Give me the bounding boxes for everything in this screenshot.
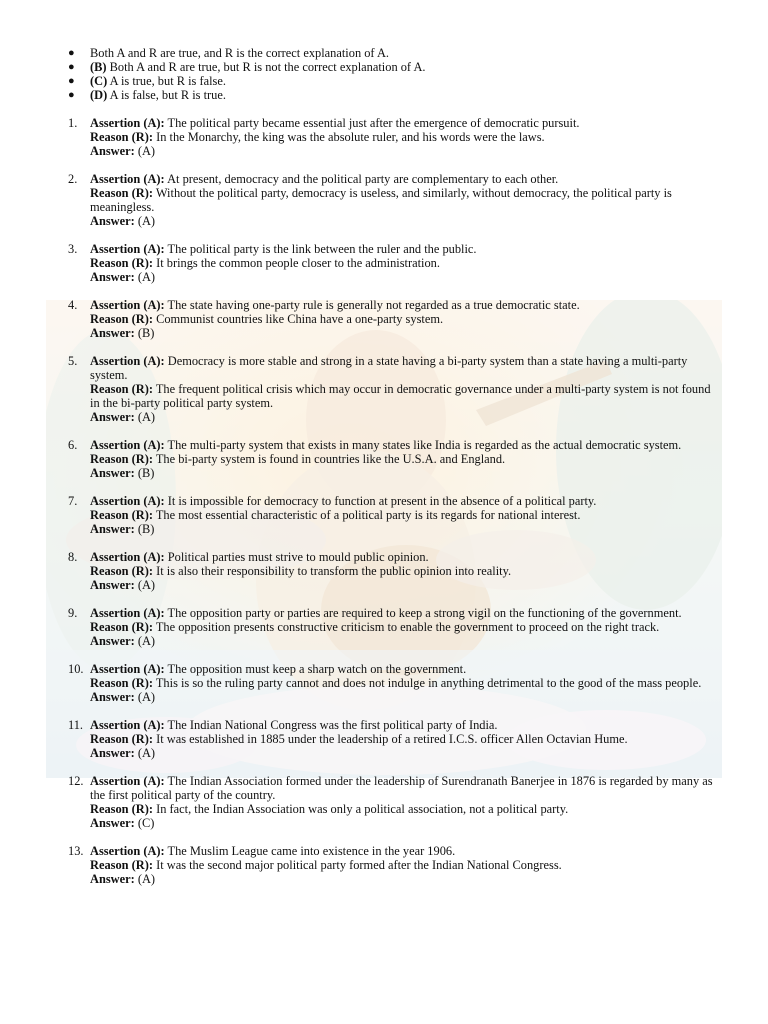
reason-text: The most essential characteristic of a political party is its regards for national interest.	[152, 508, 581, 522]
reason-text: The opposition presents constructive criticism to enable the government to proceed on the right track.	[152, 620, 660, 634]
reason-label: Reason (R):	[90, 452, 153, 466]
answer-line	[90, 144, 720, 158]
answer-text: (A)	[134, 872, 156, 886]
assertion-label: Assertion (A):	[90, 494, 165, 508]
reason-label: Reason (R):	[90, 130, 153, 144]
reason-line	[90, 620, 720, 634]
question-number: 9.	[68, 606, 78, 620]
reason-label: Reason (R):	[90, 676, 153, 690]
reason-line	[90, 452, 720, 466]
reason-label: Reason (R):	[90, 382, 153, 396]
reason-text: Communist countries like China have a one-party system.	[152, 312, 444, 326]
question-number: 10.	[68, 662, 84, 676]
reason-text: It was the second major political party formed after the Indian National Congress.	[152, 858, 562, 872]
question-item	[0, 774, 768, 830]
question-item	[0, 494, 768, 536]
answer-label: Answer:	[90, 466, 135, 480]
assertion-label: Assertion (A):	[90, 718, 165, 732]
reason-text: It was established in 1885 under the leadership of a retired I.C.S. officer Allen Octavian Hume.	[152, 732, 628, 746]
reason-line	[90, 508, 720, 522]
assertion-line	[90, 844, 720, 858]
reason-label: Reason (R):	[90, 564, 153, 578]
option-letter: (D)	[90, 88, 108, 102]
option-item	[0, 60, 768, 74]
reason-line	[90, 858, 720, 872]
answer-text: (A)	[134, 578, 156, 592]
answer-line	[90, 872, 720, 886]
assertion-text: The political party is the link between the ruler and the public.	[164, 242, 477, 256]
assertion-text: The opposition must keep a sharp watch on the government.	[164, 662, 467, 676]
assertion-line	[90, 774, 720, 802]
reason-label: Reason (R):	[90, 312, 153, 326]
reason-line	[90, 130, 720, 144]
answer-line	[90, 522, 720, 536]
assertion-line	[90, 116, 720, 130]
question-number: 11.	[68, 718, 84, 732]
question-item	[0, 844, 768, 886]
reason-text: The frequent political crisis which may occur in democratic governance under a multi-party system is not found in the bi-party political party system.	[90, 382, 711, 410]
assertion-line	[90, 550, 720, 564]
assertion-label: Assertion (A):	[90, 606, 165, 620]
question-item	[0, 438, 768, 480]
assertion-label: Assertion (A):	[90, 116, 165, 130]
question-item	[0, 718, 768, 760]
answer-label: Answer:	[90, 144, 135, 158]
answer-label: Answer:	[90, 746, 135, 760]
answer-label: Answer:	[90, 872, 135, 886]
answer-label: Answer:	[90, 690, 135, 704]
option-text: A is true, but R is false.	[107, 74, 226, 88]
document-page	[0, 46, 768, 886]
assertion-text: The state having one-party rule is generally not regarded as a true democratic state.	[164, 298, 580, 312]
answer-label: Answer:	[90, 326, 135, 340]
question-number: 6.	[68, 438, 78, 452]
answer-line	[90, 816, 720, 830]
reason-line	[90, 676, 720, 690]
answer-line	[90, 578, 720, 592]
answer-text: (B)	[134, 466, 155, 480]
answer-label: Answer:	[90, 522, 135, 536]
answer-text: (A)	[134, 746, 156, 760]
question-item	[0, 116, 768, 158]
assertion-text: Political parties must strive to mould public opinion.	[164, 550, 429, 564]
answer-text: (B)	[134, 522, 155, 536]
answer-text: (A)	[134, 214, 156, 228]
reason-text: This is so the ruling party cannot and does not indulge in anything detrimental to the good of the mass people.	[152, 676, 702, 690]
question-item	[0, 242, 768, 284]
option-item	[0, 46, 768, 60]
assertion-label: Assertion (A):	[90, 172, 165, 186]
option-item	[0, 88, 768, 102]
bullet-icon: ●	[68, 89, 75, 101]
reason-label: Reason (R):	[90, 508, 153, 522]
answer-line	[90, 270, 720, 284]
answer-line	[90, 410, 720, 424]
option-letter: (B)	[90, 60, 107, 74]
reason-line	[90, 732, 720, 746]
option-letter: (C)	[90, 74, 108, 88]
question-item	[0, 550, 768, 592]
answer-line	[90, 690, 720, 704]
questions-list	[0, 116, 768, 886]
reason-label: Reason (R):	[90, 256, 153, 270]
assertion-label: Assertion (A):	[90, 550, 165, 564]
assertion-line	[90, 662, 720, 676]
option-text: A is false, but R is true.	[107, 88, 226, 102]
reason-text: It brings the common people closer to the administration.	[152, 256, 440, 270]
assertion-text: The Indian Association formed under the leadership of Surendranath Banerjee in 1876 is regarded by many as the first political party of the country.	[90, 774, 713, 802]
answer-label: Answer:	[90, 634, 135, 648]
assertion-line	[90, 438, 720, 452]
reason-text: The bi-party system is found in countries like the U.S.A. and England.	[152, 452, 506, 466]
reason-text: Without the political party, democracy is useless, and similarly, without democracy, the political party is meaningless.	[90, 186, 672, 214]
answer-text: (A)	[134, 410, 156, 424]
assertion-line	[90, 172, 720, 186]
answer-line	[90, 634, 720, 648]
answer-label: Answer:	[90, 578, 135, 592]
assertion-label: Assertion (A):	[90, 354, 165, 368]
reason-line	[90, 256, 720, 270]
options-list	[0, 46, 768, 102]
question-number: 8.	[68, 550, 78, 564]
answer-label: Answer:	[90, 214, 135, 228]
option-text: Both A and R are true, but R is not the correct explanation of A.	[106, 60, 426, 74]
answer-line	[90, 326, 720, 340]
question-item	[0, 662, 768, 704]
reason-label: Reason (R):	[90, 802, 153, 816]
assertion-label: Assertion (A):	[90, 242, 165, 256]
assertion-text: The political party became essential just after the emergence of democratic pursuit.	[164, 116, 580, 130]
assertion-text: At present, democracy and the political party are complementary to each other.	[164, 172, 559, 186]
answer-text: (A)	[134, 690, 156, 704]
assertion-text: The Muslim League came into existence in the year 1906.	[164, 844, 456, 858]
assertion-label: Assertion (A):	[90, 662, 165, 676]
question-number: 3.	[68, 242, 78, 256]
answer-label: Answer:	[90, 270, 135, 284]
answer-label: Answer:	[90, 410, 135, 424]
question-number: 7.	[68, 494, 78, 508]
bullet-icon: ●	[68, 61, 75, 73]
answer-text: (C)	[134, 816, 155, 830]
answer-text: (A)	[134, 144, 156, 158]
question-number: 13.	[68, 844, 84, 858]
answer-line	[90, 214, 720, 228]
reason-line	[90, 312, 720, 326]
reason-text: It is also their responsibility to transform the public opinion into reality.	[152, 564, 512, 578]
question-number: 4.	[68, 298, 78, 312]
question-item	[0, 172, 768, 228]
answer-label: Answer:	[90, 816, 135, 830]
assertion-text: It is impossible for democracy to function at present in the absence of a political party.	[164, 494, 597, 508]
question-number: 5.	[68, 354, 78, 368]
assertion-line	[90, 718, 720, 732]
answer-line	[90, 746, 720, 760]
reason-line	[90, 382, 720, 410]
reason-label: Reason (R):	[90, 858, 153, 872]
bullet-icon: ●	[68, 47, 75, 59]
reason-line	[90, 564, 720, 578]
reason-label: Reason (R):	[90, 620, 153, 634]
reason-label: Reason (R):	[90, 732, 153, 746]
reason-label: Reason (R):	[90, 186, 153, 200]
assertion-text: The opposition party or parties are required to keep a strong vigil on the functioning of the government.	[164, 606, 682, 620]
reason-text: In the Monarchy, the king was the absolute ruler, and his words were the laws.	[152, 130, 545, 144]
assertion-label: Assertion (A):	[90, 774, 165, 788]
assertion-line	[90, 354, 720, 382]
question-item	[0, 298, 768, 340]
assertion-label: Assertion (A):	[90, 298, 165, 312]
answer-text: (A)	[134, 270, 156, 284]
question-item	[0, 354, 768, 424]
reason-line	[90, 802, 720, 816]
answer-text: (B)	[134, 326, 155, 340]
bullet-icon: ●	[68, 75, 75, 87]
question-number: 1.	[68, 116, 78, 130]
assertion-line	[90, 298, 720, 312]
assertion-text: The multi-party system that exists in many states like India is regarded as the actual democratic system.	[164, 438, 682, 452]
answer-line	[90, 466, 720, 480]
assertion-line	[90, 494, 720, 508]
reason-text: In fact, the Indian Association was only a political association, not a political party.	[152, 802, 569, 816]
assertion-text: The Indian National Congress was the first political party of India.	[164, 718, 498, 732]
assertion-text: Democracy is more stable and strong in a state having a bi-party system than a state having a multi-party system.	[90, 354, 688, 382]
reason-line	[90, 186, 720, 214]
option-text: Both A and R are true, and R is the correct explanation of A.	[90, 46, 390, 60]
assertion-line	[90, 242, 720, 256]
assertion-label: Assertion (A):	[90, 438, 165, 452]
option-item	[0, 74, 768, 88]
answer-text: (A)	[134, 634, 156, 648]
question-item	[0, 606, 768, 648]
question-number: 2.	[68, 172, 78, 186]
question-number: 12.	[68, 774, 84, 788]
assertion-line	[90, 606, 720, 620]
assertion-label: Assertion (A):	[90, 844, 165, 858]
